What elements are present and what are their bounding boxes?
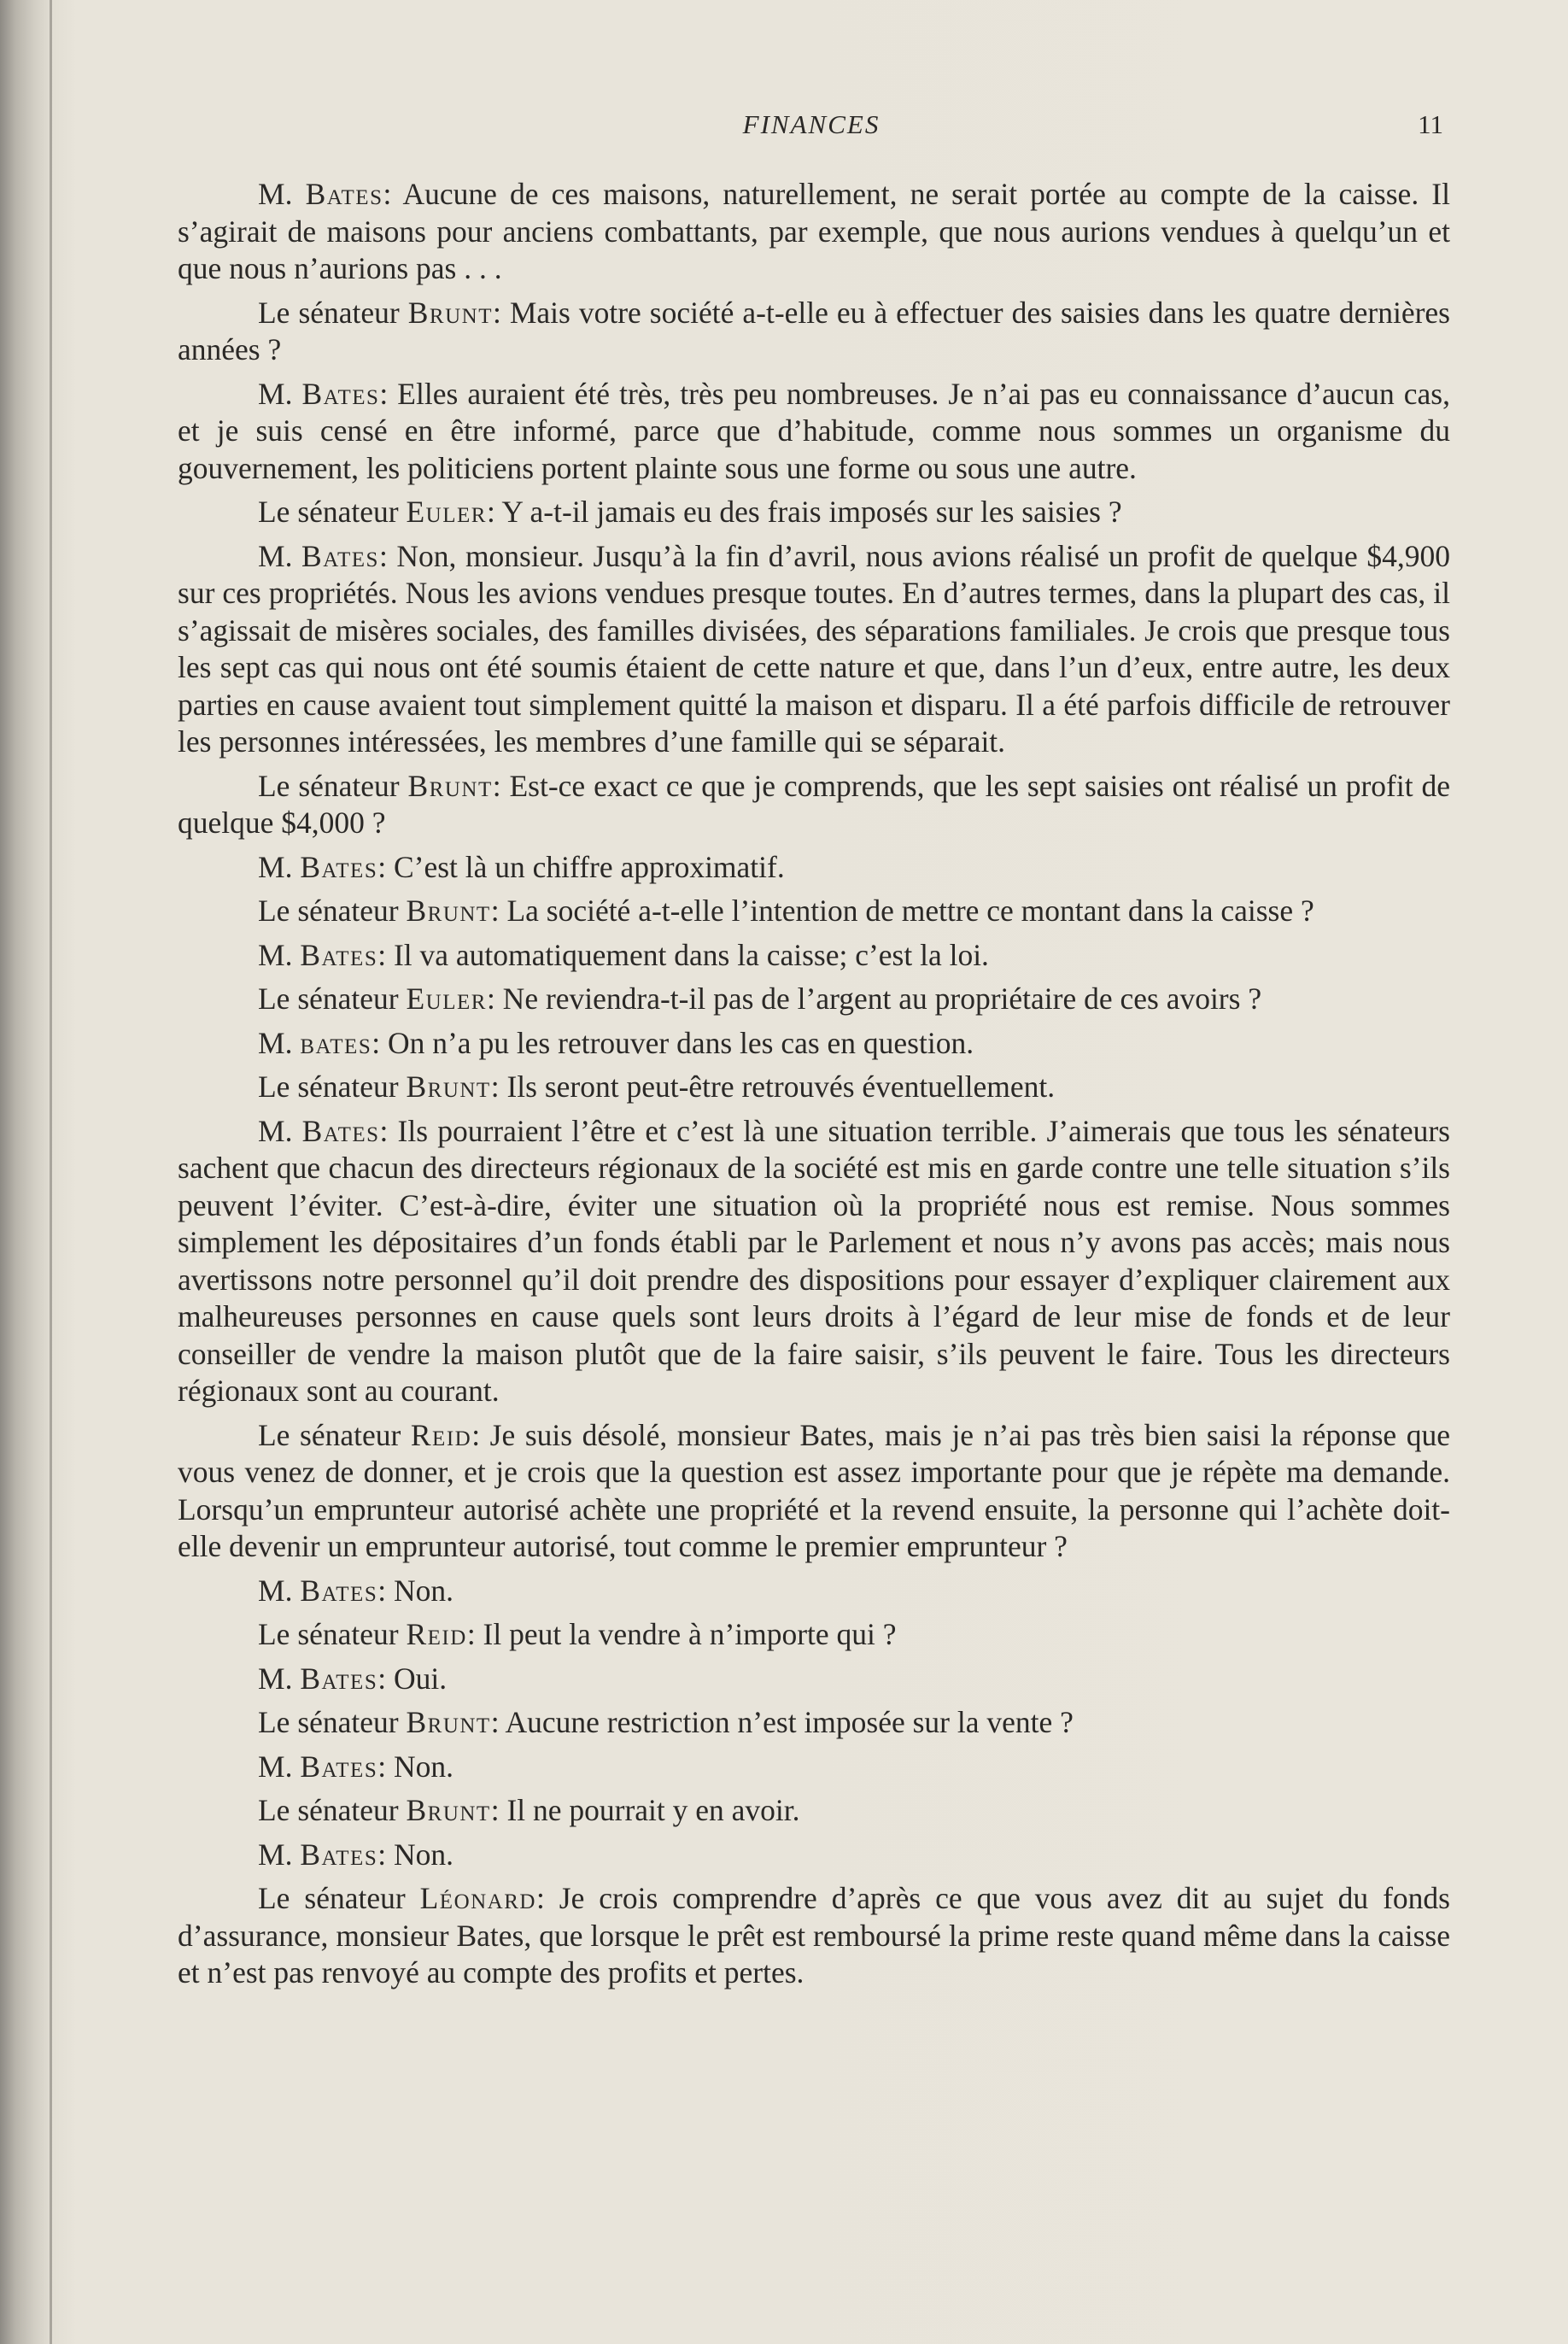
transcript-paragraph — [178, 494, 1450, 531]
speaker-name: Bates — [300, 849, 378, 884]
speaker-name: Bates — [300, 937, 378, 972]
speaker-title: M. — [258, 1113, 302, 1148]
speaker-name: Brunt — [406, 1705, 491, 1739]
running-head: FINANCES — [742, 109, 881, 139]
speaker-title: M. — [258, 1573, 301, 1608]
transcript-paragraph — [178, 981, 1450, 1018]
speech-text: : Je crois comprendre d’après ce que vous avez dit au sujet du fonds d’assurance, monsieur Bates, que lorsque le prêt est remboursé la prime reste quand même dans la caisse et n’est pas renvoyé au compte des profits et pertes. — [178, 1881, 1450, 1989]
speech-text: : Ils pourraient l’être et c’est là une situation terrible. J’aimerais que tous les sénateurs sachent que chacun des directeurs régionaux de la société est mis en garde contre une telle situation s’ils peuvent l’éviter. C’est-à-dire, éviter une situation où la propriété nous est remise. Nous sommes simplement les dépositaires d’un fonds établi par le Parlement et nous n’y avons pas accès; mais nous avertissons notre personnel qu’il doit prendre des dispositions pour essayer d’expliquer clairement aux malheureuses personnes en cause quels sont leurs droits à l’égard de leur mise de fonds et de leur conseiller de vendre la maison plutôt que de la faire saisir, s’ils peuvent le faire. Tous les directeurs régionaux sont au courant. — [178, 1113, 1450, 1408]
transcript-paragraph — [178, 1113, 1450, 1410]
page-header — [179, 109, 1443, 147]
transcript-paragraph — [178, 1573, 1450, 1610]
transcript-paragraph — [178, 1749, 1450, 1786]
speaker-name: Bates — [300, 1573, 378, 1608]
speaker-name: Euler — [406, 982, 487, 1016]
transcript-paragraph — [178, 295, 1450, 369]
transcript-paragraph — [178, 1069, 1450, 1106]
transcript-paragraph — [178, 849, 1450, 887]
speaker-name: Bates — [301, 1113, 380, 1148]
speaker-title: M. — [258, 1661, 301, 1696]
speaker-name: Brunt — [406, 1793, 491, 1827]
speaker-name: Brunt — [406, 1069, 491, 1104]
speech-text: : Y a-t-il jamais eu des frais imposés sur les saisies ? — [486, 495, 1122, 529]
transcript-paragraph — [178, 1837, 1450, 1874]
transcript-paragraph — [178, 176, 1450, 288]
speaker-name: Bates — [305, 177, 383, 211]
speech-text: : La société a-t-elle l’intention de mettre ce montant dans la caisse ? — [490, 894, 1314, 928]
page-number: 11 — [1418, 109, 1443, 139]
speaker-title: Le sénateur — [258, 495, 407, 529]
speaker-title: Le sénateur — [258, 1881, 420, 1915]
speech-text: : Il peut la vendre à n’importe qui ? — [466, 1617, 897, 1651]
speech-text: : Il ne pourrait y en avoir. — [490, 1793, 800, 1827]
speaker-title: Le sénateur — [258, 894, 407, 928]
speaker-name: Bates — [301, 538, 379, 573]
speaker-title: Le sénateur — [258, 295, 408, 330]
speech-text: : Non. — [377, 1749, 453, 1784]
speech-text: : Ne reviendra-t-il pas de l’argent au propriétaire de ces avoirs ? — [486, 982, 1262, 1016]
transcript-paragraph — [178, 538, 1450, 761]
speaker-title: M. — [258, 1837, 301, 1872]
transcript-paragraph — [178, 376, 1450, 488]
transcript-paragraph — [178, 1792, 1450, 1830]
speaker-name: Léonard — [419, 1881, 536, 1915]
transcript-paragraph — [178, 768, 1450, 842]
binding-edge — [50, 0, 52, 2344]
transcript-paragraph — [178, 1880, 1450, 1992]
speech-text: : C’est là un chiffre approximatif. — [377, 849, 785, 884]
speech-text: : Non, monsieur. Jusqu’à la fin d’avril, nous avions réalisé un profit de quelque $4,900 sur ces propriétés. Nous les avions vendues presque toutes. En d’autres termes, dans la plupart des cas, il s’agissait de misères sociales, des familles divisées, des séparations familiales. Je crois que presque tous les sept cas qui nous ont été soumis étaient de cette nature et que, dans l’un d’eux, entre autre, les deux parties en cause avaient tout simplement quitté la maison et disparu. Il a été parfois difficile de retrouver les personnes intéressées, les membres d’une famille qui se séparait. — [178, 538, 1450, 759]
speaker-name: Bates — [300, 1837, 378, 1872]
speech-text: : Oui. — [377, 1661, 448, 1696]
speaker-name: Brunt — [407, 295, 493, 330]
speaker-name: Brunt — [407, 768, 493, 803]
speaker-title: Le sénateur — [258, 1417, 411, 1452]
transcript-paragraph — [178, 1704, 1450, 1742]
speaker-title: M. — [258, 937, 301, 972]
speech-text: : On n’a pu les retrouver dans les cas en question. — [372, 1025, 974, 1060]
transcript-paragraph — [178, 1417, 1450, 1566]
speaker-title: Le sénateur — [258, 982, 407, 1016]
speech-text: : Je suis désolé, monsieur Bates, mais je n’ai pas très bien saisi la réponse que vous venez de donner, et je crois que la question est assez importante pour que je répète ma demande. Lorsqu’un emprunteur autorisé achète une propriété et la revend ensuite, la personne qui l’achète doit-elle devenir un emprunteur autorisé, tout comme le premier emprunteur ? — [178, 1417, 1450, 1563]
speech-text: : Aucune de ces maisons, naturellement, ne serait portée au compte de la caisse. Il s’agirait de maisons pour anciens combattants, par exemple, que nous aurions vendues à quelqu’un et que nous n’aurions pas . . . — [178, 177, 1450, 285]
book-spine-shadow — [0, 0, 53, 2344]
speaker-title: M. — [258, 376, 302, 411]
transcript-paragraph — [178, 893, 1450, 930]
speaker-name: Bates — [300, 1661, 378, 1696]
speaker-name: Bates — [301, 376, 380, 411]
transcript-paragraph — [178, 1025, 1450, 1063]
speech-text: : Elles auraient été très, très peu nombreuses. Je n’ai pas eu connaissance d’aucun cas, et je suis censé en être informé, parce que d’habitude, comme nous sommes un organisme du gouvernement, les politiciens portent plainte sous une forme ou sous une autre. — [178, 376, 1450, 485]
speaker-title: M. — [258, 849, 301, 884]
speech-text: : Non. — [377, 1573, 453, 1608]
speech-text: : Est-ce exact ce que je comprends, que les sept saisies ont réalisé un profit de quelque $4,000 ? — [178, 768, 1450, 840]
transcript-paragraph — [178, 1616, 1450, 1654]
speech-text: : Il va automatiquement dans la caisse; c’est la loi. — [377, 937, 989, 972]
speech-text: : Ils seront peut-être retrouvés éventuellement. — [490, 1069, 1056, 1104]
speaker-title: M. — [258, 1025, 301, 1060]
speaker-title: Le sénateur — [258, 1069, 407, 1104]
speaker-title: Le sénateur — [258, 1617, 407, 1651]
speaker-title: Le sénateur — [258, 1793, 407, 1827]
speaker-title: M. — [258, 538, 302, 573]
speech-text: : Mais votre société a-t-elle eu à effectuer des saisies dans les quatre dernières années ? — [178, 295, 1450, 366]
speaker-name: bates — [300, 1025, 372, 1060]
transcript-paragraph — [178, 1661, 1450, 1698]
speaker-name: Reid — [410, 1417, 472, 1452]
speaker-name: Euler — [406, 495, 487, 529]
speaker-title: Le sénateur — [258, 768, 408, 803]
speaker-name: Bates — [300, 1749, 378, 1784]
speaker-title: M. — [258, 1749, 301, 1784]
speech-text: : Aucune restriction n’est imposée sur la vente ? — [490, 1705, 1074, 1739]
speaker-name: Brunt — [406, 894, 491, 928]
speaker-name: Reid — [406, 1617, 467, 1651]
transcript-body — [178, 176, 1450, 1999]
speech-text: : Non. — [377, 1837, 453, 1872]
speaker-title: Le sénateur — [258, 1705, 407, 1739]
transcript-paragraph — [178, 937, 1450, 975]
speaker-title: M. — [258, 177, 306, 211]
